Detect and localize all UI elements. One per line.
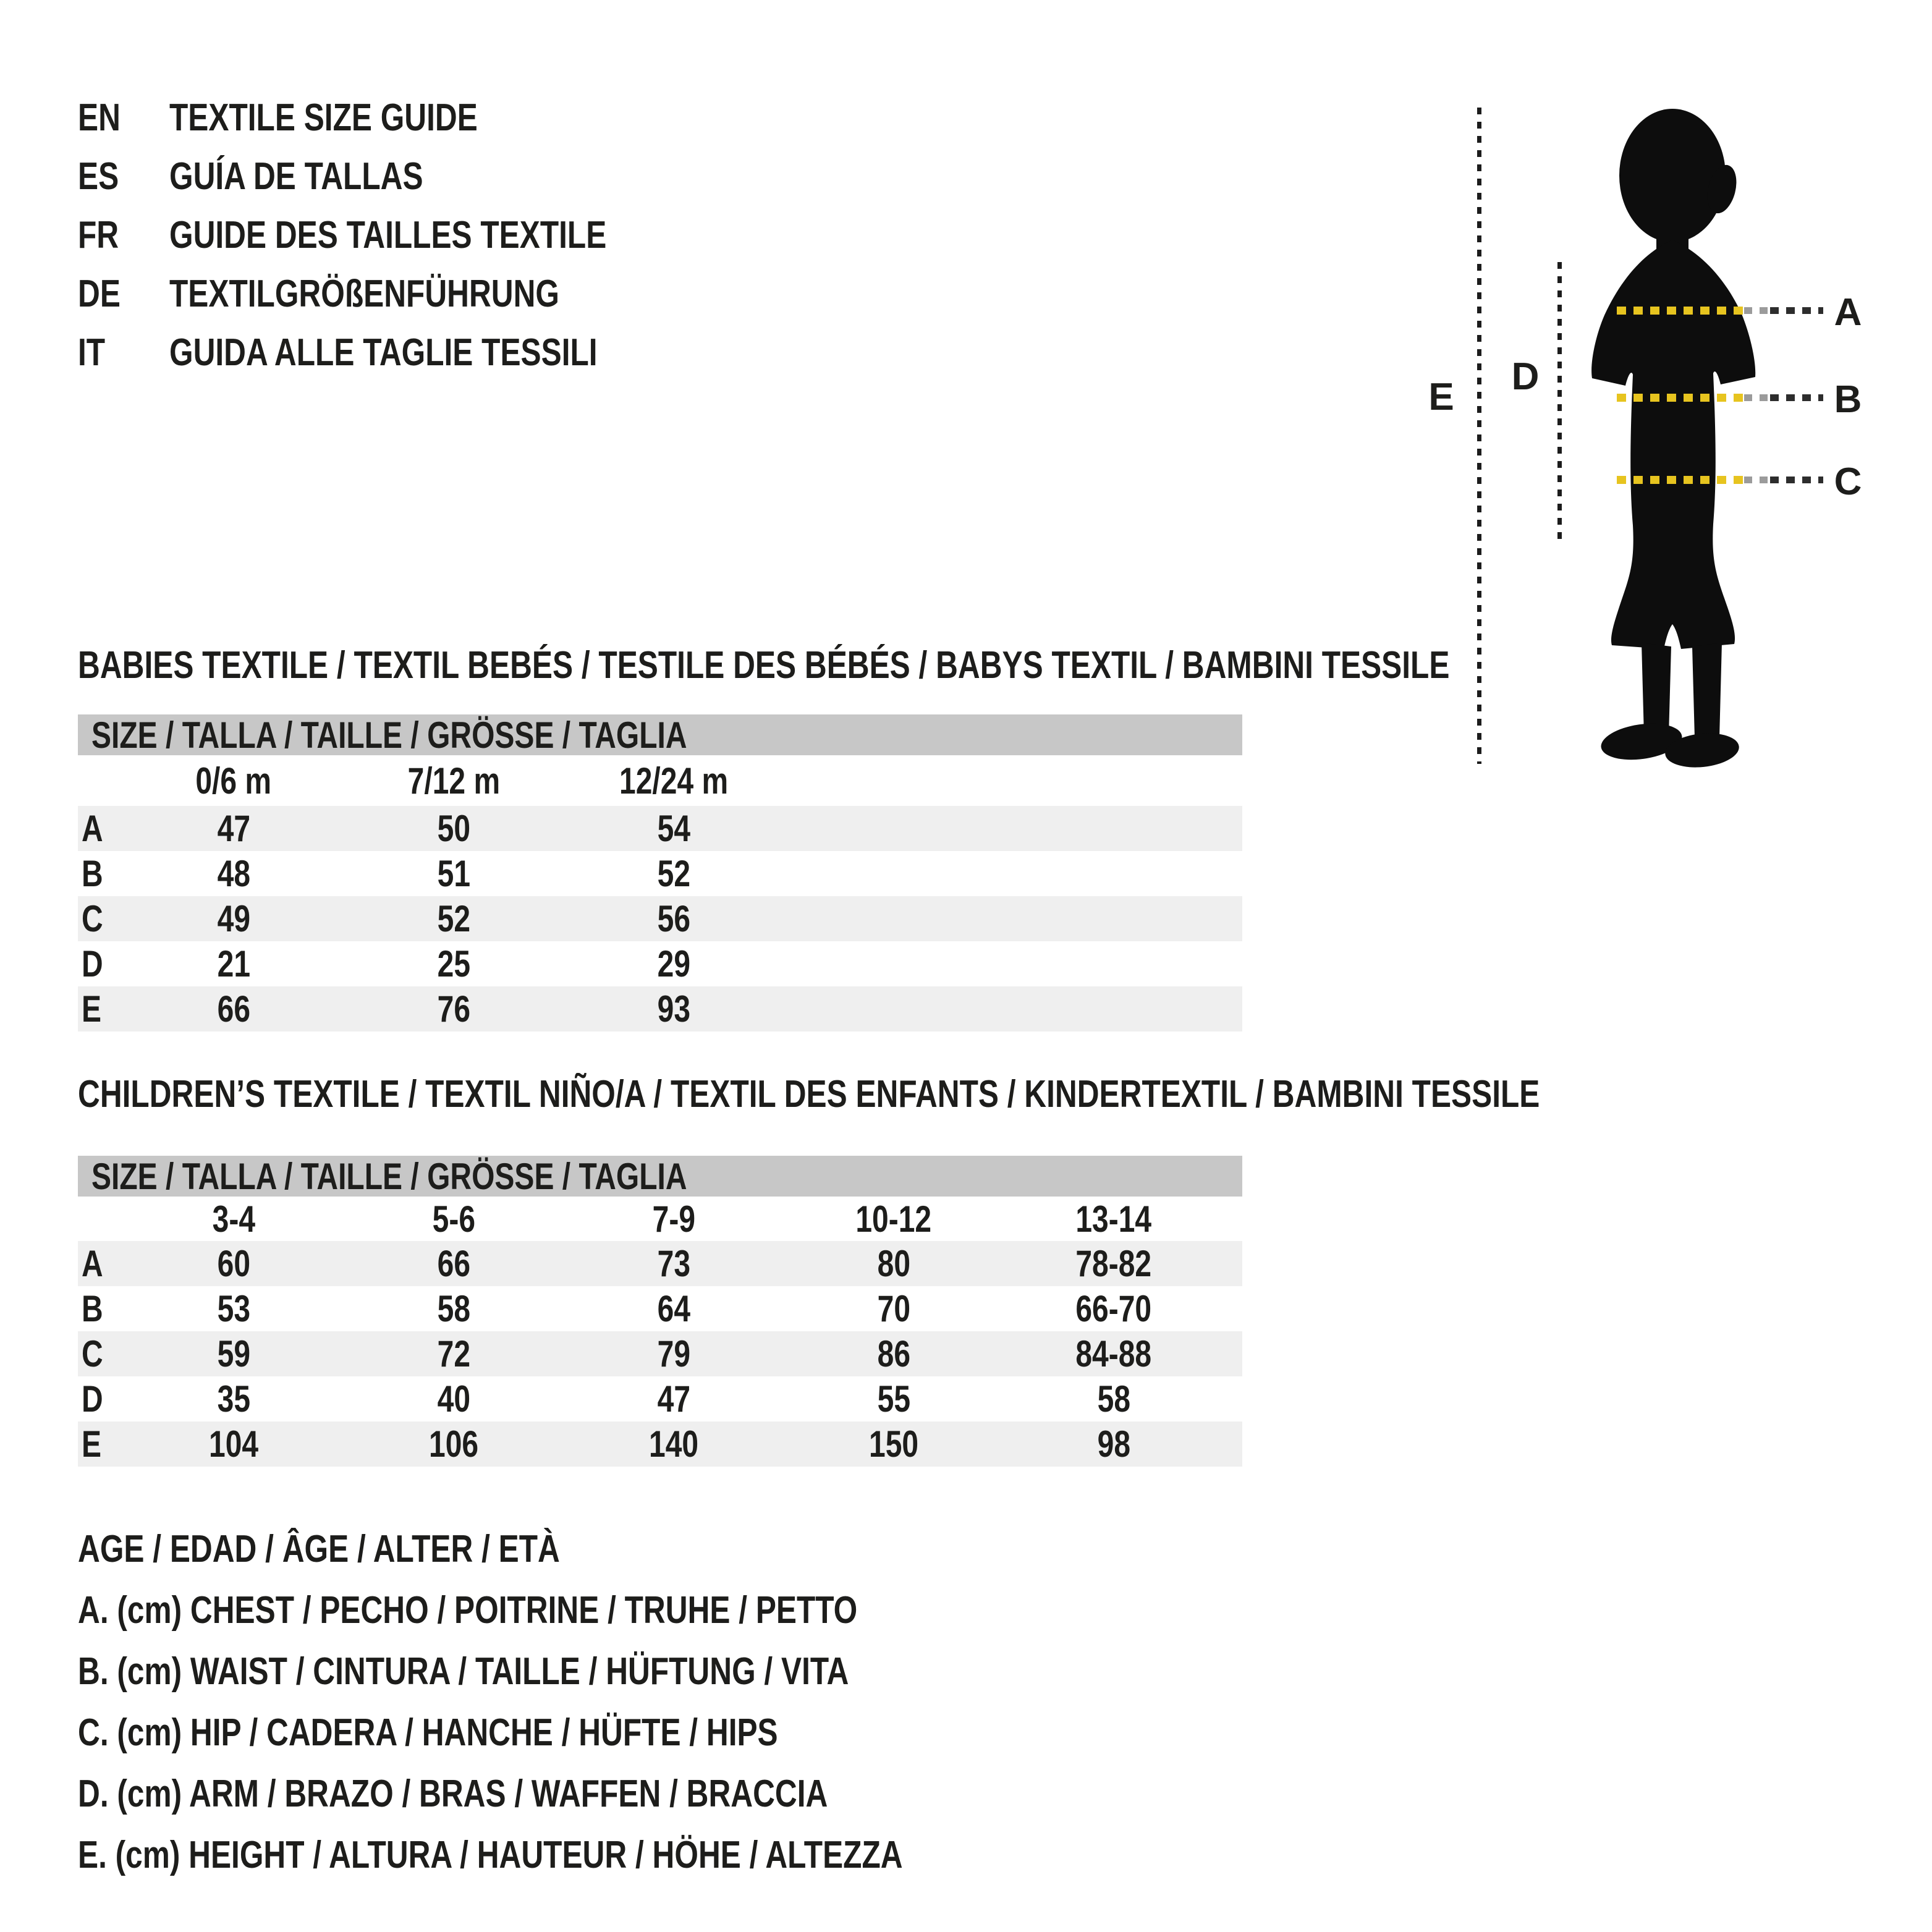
children-value-text: 47	[657, 1378, 690, 1420]
babies-column-header	[564, 760, 784, 802]
label-waist-b: B	[1834, 378, 1862, 421]
babies-value-text: 52	[437, 898, 470, 939]
babies-value-cell	[124, 807, 344, 850]
children-column-header	[1004, 1198, 1224, 1240]
language-code-text: EN	[78, 96, 121, 139]
children-size-header-bar	[78, 1156, 1242, 1197]
children-value-cell	[1004, 1242, 1224, 1285]
label-chest-a: A	[1834, 291, 1862, 334]
hip-dash-grey	[1744, 477, 1768, 483]
children-value-text: 59	[217, 1333, 250, 1375]
legend-line-text: AGE / EDAD / ÂGE / ALTER / ETÀ	[78, 1528, 560, 1570]
children-section-title	[78, 1073, 1905, 1116]
children-value-text: 66-70	[1075, 1288, 1152, 1329]
children-value-text: 60	[217, 1243, 250, 1284]
children-value-text: 79	[657, 1333, 690, 1375]
language-title-text: TEXTILGRÖßENFÜHRUNG	[169, 273, 559, 315]
children-value-text: 58	[437, 1288, 470, 1329]
babies-value-text: 52	[657, 853, 690, 894]
children-value-text: 70	[877, 1288, 910, 1329]
babies-value-cell	[124, 852, 344, 895]
language-row	[78, 323, 716, 382]
children-row-label	[78, 1242, 124, 1285]
language-code	[78, 96, 169, 140]
children-value-text: 64	[657, 1288, 690, 1329]
language-code	[78, 155, 169, 198]
children-column-header-text: 5-6	[432, 1198, 475, 1240]
children-value-text: 53	[217, 1288, 250, 1329]
babies-row-label-text: E	[82, 988, 102, 1030]
children-value-cell	[564, 1287, 784, 1330]
chest-dash-yellow	[1617, 307, 1743, 315]
language-code	[78, 331, 169, 375]
children-row-label-text: C	[82, 1333, 103, 1375]
children-size-header-text: SIZE / TALLA / TAILLE / GRÖSSE / TAGLIA	[91, 1155, 687, 1197]
children-value-cell	[124, 1242, 344, 1285]
children-value-cell	[784, 1242, 1004, 1285]
children-column-header	[124, 1198, 344, 1240]
children-value-cell	[124, 1423, 344, 1465]
children-value-text: 104	[208, 1423, 259, 1465]
language-code	[78, 272, 169, 316]
babies-row-label	[78, 852, 124, 895]
children-value-cell	[344, 1242, 564, 1285]
children-value-text: 58	[1097, 1378, 1130, 1420]
babies-value-cell	[344, 988, 564, 1030]
babies-value-cell	[564, 852, 784, 895]
babies-row-label-text: D	[82, 943, 103, 985]
children-table-row	[78, 1286, 1242, 1331]
children-row-label	[78, 1287, 124, 1330]
babies-value-cell	[124, 943, 344, 985]
babies-size-header-bar	[78, 714, 1242, 755]
babies-value-text: 29	[657, 943, 690, 985]
children-column-header	[564, 1198, 784, 1240]
children-table-row	[78, 1421, 1242, 1467]
language-code-text: ES	[78, 155, 119, 198]
children-section-title-text: CHILDREN’S TEXTILE / TEXTIL NIÑO/A / TEXTIL DES ENFANTS / KINDERTEXTIL / BAMBINI TESSILE	[78, 1073, 1540, 1116]
children-row-label	[78, 1332, 124, 1375]
babies-row-label-text: B	[82, 853, 103, 894]
children-value-cell	[564, 1242, 784, 1285]
language-code-text: FR	[78, 214, 119, 256]
label-height-e: E	[1428, 376, 1454, 418]
legend-line	[78, 1702, 1109, 1763]
children-value-cell	[344, 1332, 564, 1375]
children-value-text: 140	[648, 1423, 699, 1465]
babies-row-label	[78, 988, 124, 1030]
language-title	[169, 272, 657, 316]
hip-dash-dark	[1770, 477, 1823, 483]
babies-size-table	[78, 714, 1242, 1032]
children-value-cell	[124, 1287, 344, 1330]
babies-value-text: 50	[437, 808, 470, 849]
babies-section-title-text: BABIES TEXTILE / TEXTIL BEBÉS / TESTILE DES BÉBÉS / BABYS TEXTIL / BAMBINI TESSILE	[78, 644, 1450, 687]
language-title	[169, 96, 555, 140]
children-row-label	[78, 1378, 124, 1420]
babies-column-header-text: 7/12 m	[407, 760, 500, 802]
babies-value-cell	[344, 852, 564, 895]
children-value-cell	[1004, 1378, 1224, 1420]
babies-column-header-text: 12/24 m	[619, 760, 729, 802]
babies-table-row	[78, 806, 1242, 851]
children-value-text: 55	[877, 1378, 910, 1420]
children-column-header	[344, 1198, 564, 1240]
children-value-cell	[564, 1332, 784, 1375]
babies-row-label-text: A	[82, 808, 103, 849]
children-value-text: 80	[877, 1243, 910, 1284]
children-value-cell	[564, 1378, 784, 1420]
babies-value-text: 76	[437, 988, 470, 1030]
children-value-cell	[1004, 1423, 1224, 1465]
children-value-cell	[344, 1378, 564, 1420]
chest-dash-dark	[1770, 307, 1823, 314]
babies-column-header	[344, 760, 564, 802]
children-value-cell	[784, 1423, 1004, 1465]
children-value-text: 98	[1097, 1423, 1130, 1465]
label-arm-d: D	[1511, 355, 1540, 398]
language-code-text: IT	[78, 331, 106, 374]
children-value-cell	[784, 1287, 1004, 1330]
babies-value-cell	[344, 943, 564, 985]
children-value-text: 35	[217, 1378, 250, 1420]
babies-row-label	[78, 807, 124, 850]
children-row-label-text: D	[82, 1378, 103, 1420]
babies-column-header-text: 0/6 m	[195, 760, 272, 802]
babies-value-cell	[564, 943, 784, 985]
babies-value-cell	[124, 988, 344, 1030]
babies-value-text: 54	[657, 808, 690, 849]
language-row	[78, 265, 716, 323]
children-column-header-text: 10-12	[855, 1198, 932, 1240]
babies-table-row	[78, 941, 1242, 986]
children-value-text: 84-88	[1075, 1333, 1152, 1375]
babies-value-text: 51	[437, 853, 470, 894]
children-value-cell	[564, 1423, 784, 1465]
language-row	[78, 88, 716, 147]
measurement-legend	[78, 1519, 1109, 1886]
babies-value-cell	[124, 897, 344, 940]
babies-section-title	[78, 644, 1792, 687]
children-value-cell	[784, 1378, 1004, 1420]
language-title	[169, 155, 486, 198]
children-value-cell	[344, 1287, 564, 1330]
legend-line	[78, 1580, 1109, 1641]
babies-column-header	[124, 760, 344, 802]
children-value-text: 72	[437, 1333, 470, 1375]
babies-size-header-text: SIZE / TALLA / TAILLE / GRÖSSE / TAGLIA	[91, 714, 687, 756]
legend-line-text: E. (cm) HEIGHT / ALTURA / HAUTEUR / HÖHE / ALTEZZA	[78, 1834, 903, 1876]
babies-value-text: 66	[217, 988, 250, 1030]
language-title-list	[78, 88, 716, 382]
babies-value-text: 48	[217, 853, 250, 894]
legend-line-text: C. (cm) HIP / CADERA / HANCHE / HÜFTE / HIPS	[78, 1711, 778, 1754]
language-title-text: TEXTILE SIZE GUIDE	[169, 96, 478, 139]
babies-row-label	[78, 943, 124, 985]
babies-value-text: 56	[657, 898, 690, 939]
babies-value-cell	[344, 897, 564, 940]
waist-dash-grey	[1744, 394, 1768, 401]
babies-value-cell	[564, 807, 784, 850]
children-value-cell	[124, 1378, 344, 1420]
children-value-cell	[344, 1423, 564, 1465]
babies-table-row	[78, 851, 1242, 896]
chest-dash-grey	[1744, 307, 1768, 314]
children-table-row	[78, 1376, 1242, 1421]
language-row	[78, 147, 716, 206]
label-hip-c: C	[1834, 460, 1862, 503]
children-column-header-text: 7-9	[652, 1198, 695, 1240]
children-table-row	[78, 1331, 1242, 1376]
children-table-row	[78, 1241, 1242, 1286]
waist-dash-yellow	[1617, 394, 1743, 402]
babies-row-label	[78, 897, 124, 940]
babies-value-cell	[564, 897, 784, 940]
children-value-text: 78-82	[1075, 1243, 1152, 1284]
children-row-label-text: E	[82, 1423, 102, 1465]
language-title	[169, 331, 705, 375]
silhouette-torso	[1591, 240, 1755, 649]
language-title-text: GUÍA DE TALLAS	[169, 155, 423, 198]
babies-value-text: 47	[217, 808, 250, 849]
legend-line-text: D. (cm) ARM / BRAZO / BRAS / WAFFEN / BRACCIA	[78, 1773, 828, 1815]
children-value-cell	[124, 1332, 344, 1375]
babies-value-text: 21	[217, 943, 250, 985]
children-column-header-row	[78, 1197, 1242, 1241]
language-code	[78, 213, 169, 257]
children-value-text: 150	[868, 1423, 919, 1465]
babies-value-cell	[344, 807, 564, 850]
legend-line-text: A. (cm) CHEST / PECHO / POITRINE / TRUHE / PETTO	[78, 1589, 858, 1632]
children-value-text: 86	[877, 1333, 910, 1375]
babies-row-label-text: C	[82, 898, 103, 939]
children-value-text: 40	[437, 1378, 470, 1420]
babies-table-row	[78, 986, 1242, 1032]
legend-line-text: B. (cm) WAIST / CINTURA / TAILLE / HÜFTUNG / VITA	[78, 1650, 849, 1693]
babies-value-text: 49	[217, 898, 250, 939]
legend-line	[78, 1763, 1109, 1824]
legend-line	[78, 1519, 1109, 1580]
waist-dash-dark	[1770, 394, 1823, 401]
babies-value-text: 25	[437, 943, 470, 985]
babies-value-cell	[564, 988, 784, 1030]
children-row-label	[78, 1423, 124, 1465]
language-title-text: GUIDE DES TAILLES TEXTILE	[169, 214, 607, 256]
babies-column-header-row	[78, 755, 1242, 806]
children-column-header	[784, 1198, 1004, 1240]
legend-line	[78, 1641, 1109, 1702]
children-value-cell	[1004, 1287, 1224, 1330]
children-row-label-text: A	[82, 1243, 103, 1284]
children-size-table	[78, 1156, 1242, 1467]
hip-dash-yellow	[1617, 476, 1743, 484]
language-code-text: DE	[78, 273, 121, 315]
children-column-header-text: 13-14	[1075, 1198, 1152, 1240]
children-row-label-text: B	[82, 1288, 103, 1329]
legend-line	[78, 1824, 1109, 1886]
babies-value-text: 93	[657, 988, 690, 1030]
children-column-header-text: 3-4	[212, 1198, 255, 1240]
language-title	[169, 213, 716, 257]
arm-measure-line	[1557, 262, 1562, 545]
children-value-cell	[1004, 1332, 1224, 1375]
children-value-text: 73	[657, 1243, 690, 1284]
children-value-text: 66	[437, 1243, 470, 1284]
children-value-text: 106	[428, 1423, 479, 1465]
babies-table-row	[78, 896, 1242, 941]
language-title-text: GUIDA ALLE TAGLIE TESSILI	[169, 331, 598, 374]
language-row	[78, 206, 716, 265]
children-value-cell	[784, 1332, 1004, 1375]
